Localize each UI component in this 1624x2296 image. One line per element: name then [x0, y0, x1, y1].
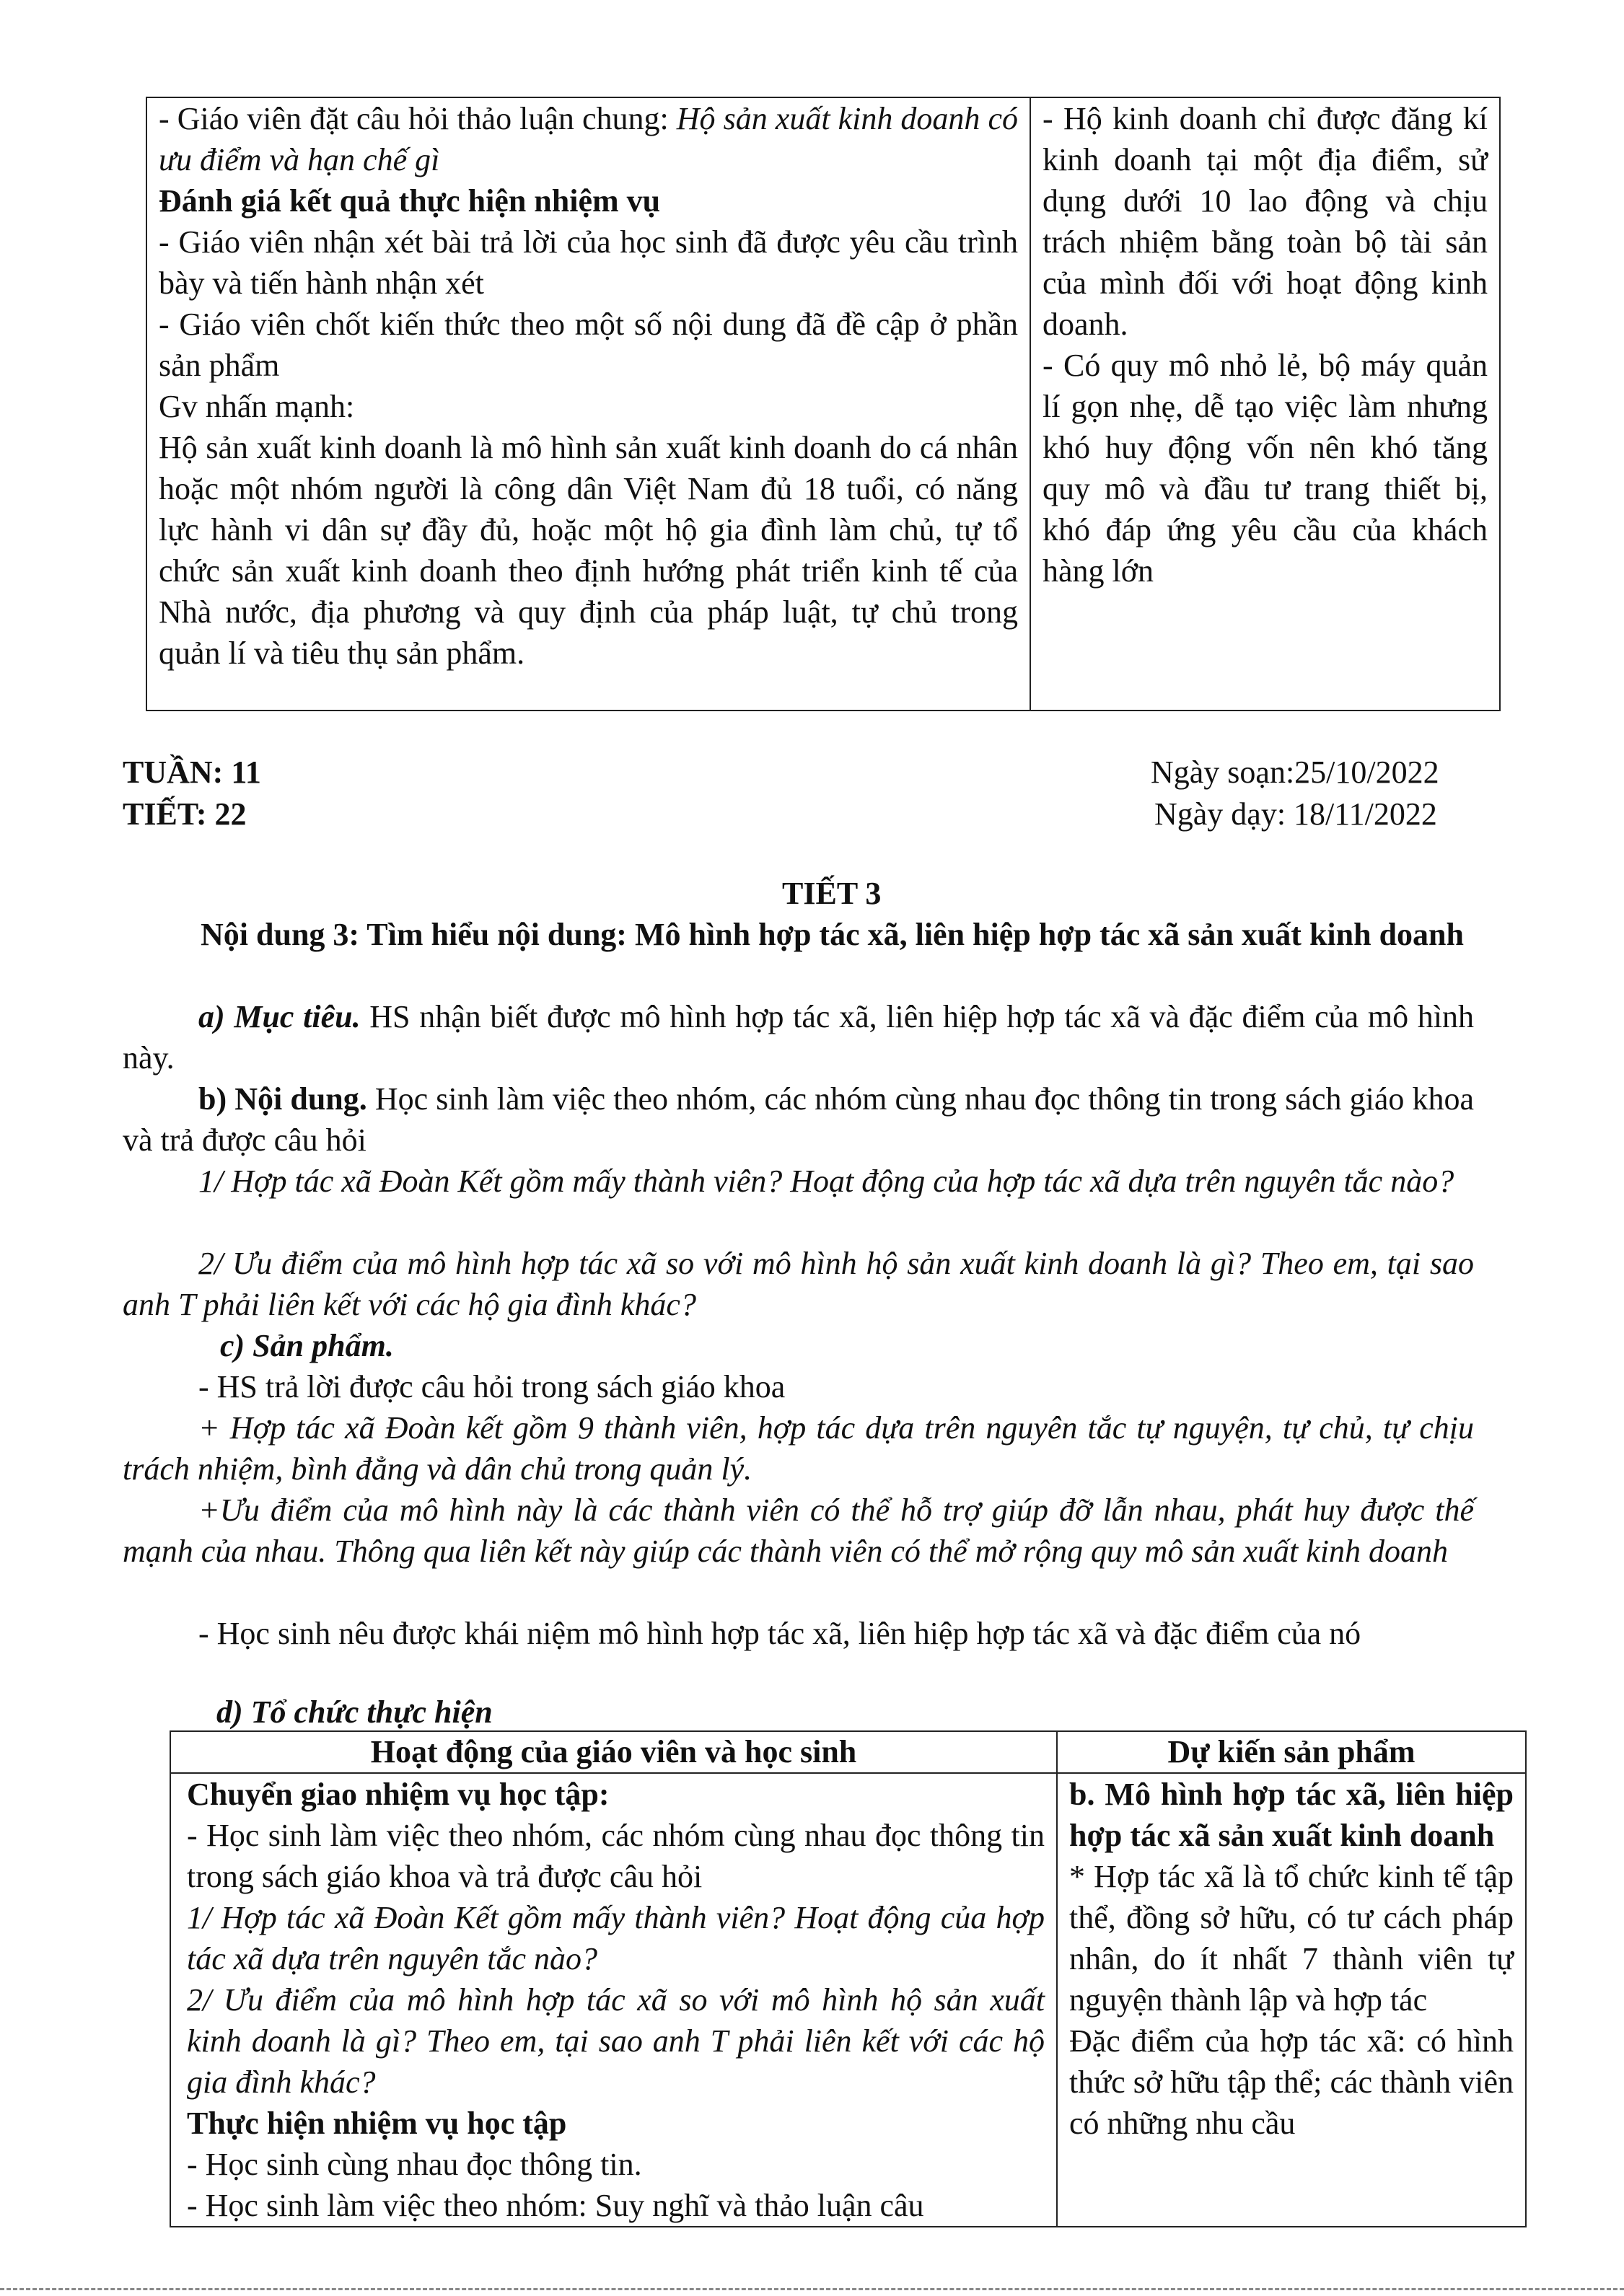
organize-label: d) Tổ chức thực hiện: [216, 1694, 493, 1730]
top-left-cell: [146, 97, 1030, 711]
table-header-row: [170, 1731, 1526, 1773]
table-row: [146, 97, 1500, 711]
product-line-2: - Học sinh nêu được khái niệm mô hình hợp tác xã, liên hiệp hợp tác xã và đặc điểm của nó: [198, 1616, 1361, 1651]
product-label: c) Sản phẩm.: [220, 1328, 394, 1363]
household-scale-note: - Có quy mô nhỏ lẻ, bộ máy quản lí gọn nhẹ, dễ tạo việc làm nhưng khó huy động vốn nên khó tăng quy mô và đầu tư trang thiết bị, khó đáp ứng yêu cầu của khách hàng lớn: [1043, 348, 1488, 589]
content-title: [123, 914, 1474, 955]
household-registration-note: - Hộ kinh doanh chỉ được đăng kí kinh doanh tại một địa điểm, sử dụng dưới 10 lao động và chịu trách nhiệm bằng toàn bộ tài sản của mình đối với hoạt động kinh doanh.: [1043, 101, 1488, 342]
expected-product-cell: [1057, 1773, 1526, 2227]
top-right-cell: [1030, 97, 1500, 711]
task-question-2: 2/ Ưu điểm của mô hình hợp tác xã so với mô hình hộ sản xuất kinh doanh là gì? Theo em, tại sao anh T phải liên kết với các hộ gia đình khác?: [187, 1982, 1045, 2100]
content-text: Học sinh làm việc theo nhóm, các nhóm cùng nhau đọc thông tin trong sách giáo khoa và trả được câu hỏi: [123, 1081, 1474, 1158]
task-do-title: Thực hiện nhiệm vụ học tập: [187, 2106, 567, 2141]
table-row: [170, 1773, 1526, 2227]
task-question-1: 1/ Hợp tác xã Đoàn Kết gồm mấy thành viên? Hoạt động của hợp tác xã dựa trên nguyên tắc nào?: [187, 1900, 1045, 1976]
evaluation-heading: Đánh giá kết quả thực hiện nhiệm vụ: [159, 183, 661, 219]
header-expected-product: Dự kiến sản phẩm: [1057, 1731, 1526, 1773]
content-label: b) Nội dung.: [198, 1081, 367, 1117]
week-label: TUẦN: 11: [123, 755, 261, 790]
teacher-emphasis-label: Gv nhấn mạnh:: [159, 389, 355, 424]
taught-date: Ngày dạy: 18/11/2022: [1154, 796, 1437, 832]
cooperative-traits: Đặc điểm của hợp tác xã: có hình thức sở hữu tập thể; các thành viên có những nhu cầu: [1069, 2023, 1514, 2141]
goal-text: HS nhận biết được mô hình hợp tác xã, liên hiệp hợp tác xã và đặc điểm của mô hình này.: [123, 999, 1474, 1076]
header-activities: Hoạt động của giáo viên và học sinh: [170, 1731, 1057, 1773]
goal-label: a) Mục tiêu.: [198, 999, 361, 1034]
question-1: 1/ Hợp tác xã Đoàn Kết gồm mấy thành viên? Hoạt động của hợp tác xã dựa trên nguyên tắc nào?: [198, 1164, 1454, 1199]
content-title-text: Nội dung 3: Tìm hiểu nội dung: Mô hình hợp tác xã, liên hiệp hợp tác xã sản xuất kinh doanh: [201, 917, 1464, 952]
goal-paragraph: [123, 996, 1474, 1078]
cooperative-definition: * Hợp tác xã là tổ chức kinh tế tập thể, đồng sở hữu, có tư cách pháp nhân, do ít nhất 7 thành viên tự nguyện thành lập và hợp tác: [1069, 1859, 1514, 2018]
product-line-1: - HS trả lời được câu hỏi trong sách giáo khoa: [198, 1369, 786, 1404]
activity-table: [170, 1730, 1527, 2227]
task-do-line-1: - Học sinh cùng nhau đọc thông tin.: [187, 2147, 642, 2182]
period-label: TIẾT: 22: [123, 796, 247, 832]
task-do-line-2: - Học sinh làm việc theo nhóm: Suy nghĩ và thảo luận câu: [187, 2188, 924, 2223]
product-answer-1: + Hợp tác xã Đoàn kết gồm 9 thành viên, hợp tác dựa trên nguyên tắc tự nguyện, tự chủ, tự chịu trách nhiệm, bình đẳng và dân chủ trong quản lý.: [123, 1410, 1474, 1487]
lesson-heading: TIẾT 3: [782, 876, 882, 911]
household-definition: Hộ sản xuất kinh doanh là mô hình sản xuất kinh doanh do cá nhân hoặc một nhóm người là công dân Việt Nam đủ 18 tuổi, có năng lực hành vi dân sự đầy đủ, hoặc một hộ gia đình làm chủ, tự tổ chức sản xuất kinh doanh theo định hướng phát triển kinh tế của Nhà nước, địa phương và quy định của pháp luật, tự chủ trong quản lí và tiêu thụ sản phẩm.: [159, 430, 1018, 671]
top-activity-table: [146, 97, 1501, 711]
product-answer-2: +Ưu điểm của mô hình này là các thành viên có thể hỗ trợ giúp đỡ lẫn nhau, phát huy được thế mạnh của nhau. Thông qua liên kết này giúp các thành viên có thể mở rộng quy mô sản xuất kinh doanh: [123, 1492, 1474, 1569]
content-paragraph: [123, 1078, 1474, 1161]
cooperative-title: b. Mô hình hợp tác xã, liên hiệp hợp tác xã sản xuất kinh doanh: [1069, 1777, 1514, 1853]
question-2: 2/ Ưu điểm của mô hình hợp tác xã so với mô hình hộ sản xuất kinh doanh là gì? Theo em, tại sao anh T phải liên kết với các hộ gia đình khác?: [123, 1246, 1474, 1322]
activities-cell: [170, 1773, 1057, 2227]
discussion-question: Hộ sản xuất kinh doanh có ưu điểm và hạn chế gì: [159, 101, 1019, 177]
page-footer-divider: [0, 2288, 1624, 2290]
task-assign-title: Chuyển giao nhiệm vụ học tập:: [187, 1777, 610, 1812]
discussion-lead: - Giáo viên đặt câu hỏi thảo luận chung:: [159, 101, 677, 136]
teacher-review-line: - Giáo viên nhận xét bài trả lời của học sinh đã được yêu cầu trình bày và tiến hành nhận xét: [159, 224, 1018, 301]
task-assign-line: - Học sinh làm việc theo nhóm, các nhóm cùng nhau đọc thông tin trong sách giáo khoa và trả được câu hỏi: [187, 1818, 1045, 1894]
teacher-conclude-line: - Giáo viên chốt kiến thức theo một số nội dung đã đề cập ở phần sản phẩm: [159, 307, 1018, 383]
prepared-date: Ngày soạn:25/10/2022: [1151, 755, 1439, 790]
